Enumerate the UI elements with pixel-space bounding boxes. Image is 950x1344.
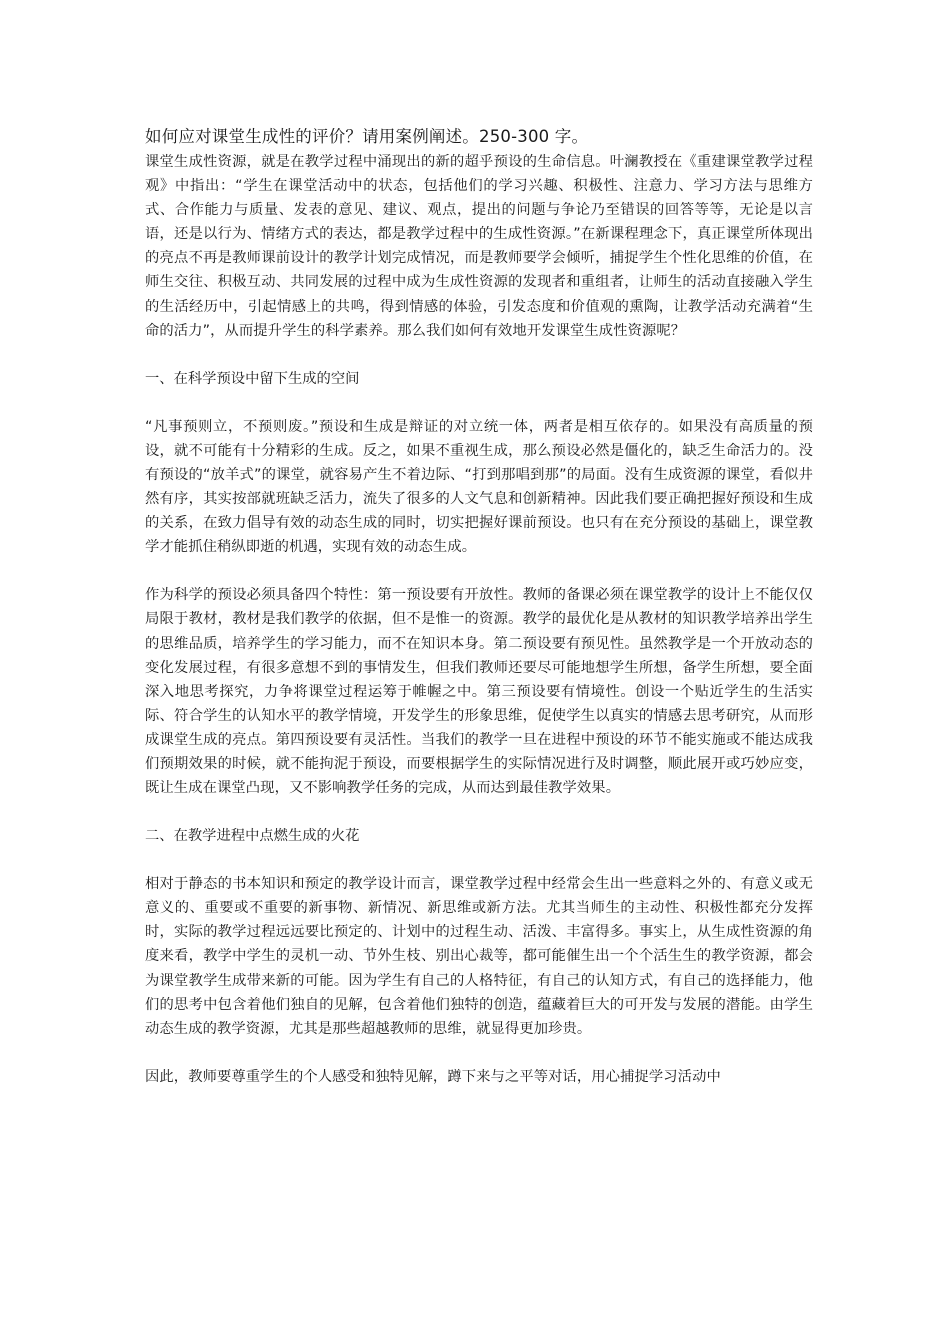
paragraph-spacer: [145, 800, 813, 824]
section-1-heading: 一、在科学预设中留下生成的空间: [145, 370, 360, 387]
section-2-paragraph-2: 因此，教师要尊重学生的个人感受和独特见解，蹲下来与之平等对话，用心捕捉学习活动中: [145, 1068, 721, 1085]
document-title: 如何应对课堂生成性的评价？请用案例阐述。250-300 字。: [145, 127, 589, 146]
paragraph-spacer: [145, 559, 813, 583]
document-body: [145, 124, 813, 1089]
section-1-paragraph-2: 作为科学的预设必须具备四个特性：第一预设要有开放性。教师的备课必须在课堂教学的设计上不能仅仅局限于教材，教材是我们教学的依据，但不是惟一的资源。教学的最优化是从教材的知识教学培养出学生的思维品质，培养学生的学习能力，而不在知识本身。第二预设要有预见性。虽然教学是一个开放动态的变化发展过程，有很多意想不到的事情发生，但我们教师还要尽可能地想学生所想，备学生所想，要全面深入地思考探究，力争将课堂过程运筹于帷幄之中。第三预设要有情境性。创设一个贴近学生的生活实际、符合学生的认知水平的教学情境，开发学生的形象思维，促使学生以真实的情感去思考研究，从而形成课堂生成的亮点。第四预设要有灵活性。当我们的教学一旦在进程中预设的环节不能实施或不能达成我们预期效果的时候，就不能拘泥于预设，而要根据学生的实际情况进行及时调整，顺此展开或巧妙应变，既让生成在课堂凸现，又不影响教学任务的完成，从而达到最佳教学效果。: [145, 587, 813, 797]
section-2-paragraph-1: 相对于静态的书本知识和预定的教学设计而言，课堂教学过程中经常会生出一些意料之外的、有意义或无意义的、重要或不重要的新事物、新情况、新思维或新方法。尤其当师生的主动性、积极性都充分发挥时，实际的教学过程远远要比预定的、计划中的过程生动、活泼、丰富得多。事实上，从生成性资源的角度来看，教学中学生的灵机一动、节外生枝、别出心裁等，都可能催生出一个个活生生的教学资源，都会为课堂教学生成带来新的可能。因为学生有自己的人格特征，有自己的认知方式，有自己的选择能力，他们的思考中包含着他们独自的见解，包含着他们独特的创造，蕴藏着巨大的可开发与发展的潜能。由学生动态生成的教学资源，尤其是那些超越教师的思维，就显得更加珍贵。: [145, 876, 813, 1037]
intro-paragraph: 课堂生成性资源，就是在教学过程中涌现出的新的超乎预设的生命信息。叶澜教授在《重建课堂教学过程观》中指出：“学生在课堂活动中的状态，包括他们的学习兴趣、积极性、注意力、学习方法与思维方式、合作能力与质量、发表的意见、建议、观点，提出的问题与争论乃至错误的回答等等，无论是以言语，还是以行为、情绪方式的表达，都是教学过程中的生成性资源。”在新课程理念下，真正课堂所体现出的亮点不再是教师课前设计的教学计划完成情况，而是教师要学会倾听，捕捉学生个性化思维的价值，在师生交往、积极互动、共同发展的过程中成为生成性资源的发现者和重组者，让师生的活动直接融入学生的生活经历中，引起情感上的共鸣，得到情感的体验，引发态度和价值观的熏陶，让教学活动充满着“生命的活力”，从而提升学生的科学素养。那么我们如何有效地开发课堂生成性资源呢？: [145, 154, 813, 339]
section-2-heading: 二、在教学进程中点燃生成的火花: [145, 828, 360, 845]
paragraph-spacer: [145, 343, 813, 367]
paragraph-spacer: [145, 391, 813, 415]
paragraph-spacer: [145, 1041, 813, 1065]
section-1-paragraph-1: “凡事预则立，不预则废。”预设和生成是辩证的对立统一体，两者是相互依存的。如果没有高质量的预设，就不可能有十分精彩的生成。反之，如果不重视生成，那么预设必然是僵化的，缺乏生命活力的。没有预设的“放羊式”的课堂，就容易产生不着边际、“打到那唱到那”的局面。没有生成资源的课堂，看似井然有序，其实按部就班缺乏活力，流失了很多的人文气息和创新精神。因此我们要正确把握好预设和生成的关系，在致力倡导有效的动态生成的同时，切实把握好课前预设。也只有在充分预设的基础上，课堂教学才能抓住稍纵即逝的机遇，实现有效的动态生成。: [145, 418, 813, 556]
paragraph-spacer: [145, 848, 813, 872]
